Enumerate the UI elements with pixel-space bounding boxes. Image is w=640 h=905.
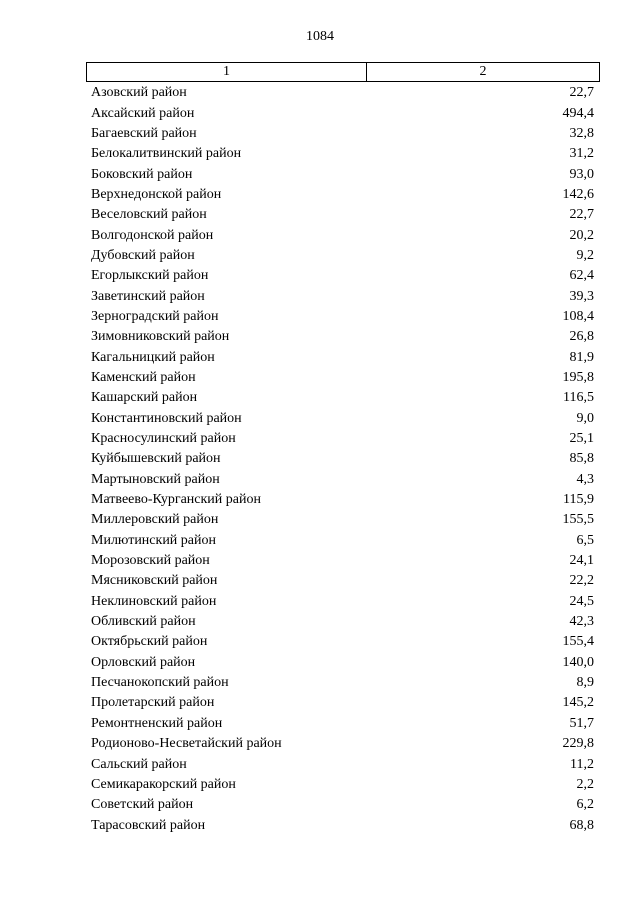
district-name: Кашарский район bbox=[91, 390, 198, 406]
district-name: Зерноградский район bbox=[91, 308, 219, 324]
district-value: 155,5 bbox=[562, 512, 594, 528]
table-row bbox=[91, 368, 594, 388]
district-value: 24,1 bbox=[569, 553, 594, 569]
table-row bbox=[91, 185, 594, 205]
district-name: Заветинский район bbox=[91, 288, 205, 304]
district-value: 68,8 bbox=[569, 817, 594, 833]
table-row bbox=[91, 754, 594, 774]
table-row bbox=[91, 409, 594, 429]
district-value: 4,3 bbox=[576, 471, 594, 487]
district-name: Куйбышевский район bbox=[91, 451, 221, 467]
district-value: 25,1 bbox=[569, 431, 594, 447]
district-value: 85,8 bbox=[569, 451, 594, 467]
table-row bbox=[91, 266, 594, 286]
district-value: 6,5 bbox=[576, 532, 594, 548]
district-value: 145,2 bbox=[562, 695, 594, 711]
district-value: 9,2 bbox=[576, 247, 594, 263]
table-row bbox=[91, 551, 594, 571]
district-value: 81,9 bbox=[569, 349, 594, 365]
district-value: 195,8 bbox=[562, 369, 594, 385]
district-name: Багаевский район bbox=[91, 125, 197, 141]
district-value: 140,0 bbox=[562, 654, 594, 670]
table-row bbox=[91, 164, 594, 184]
district-name: Константиновский район bbox=[91, 410, 242, 426]
district-name: Тарасовский район bbox=[91, 817, 206, 833]
table-body bbox=[91, 83, 594, 836]
table-row bbox=[91, 144, 594, 164]
table-row bbox=[91, 103, 594, 123]
district-name: Орловский район bbox=[91, 654, 196, 670]
district-value: 142,6 bbox=[562, 186, 594, 202]
district-value: 8,9 bbox=[576, 675, 594, 691]
table-row bbox=[91, 673, 594, 693]
table-row bbox=[91, 449, 594, 469]
column-header-1: 1 bbox=[87, 63, 367, 81]
table-row bbox=[91, 225, 594, 245]
district-name: Обливский район bbox=[91, 614, 196, 630]
district-value: 22,7 bbox=[569, 207, 594, 223]
district-value: 20,2 bbox=[569, 227, 594, 243]
table-row bbox=[91, 205, 594, 225]
table-row bbox=[91, 693, 594, 713]
table-row bbox=[91, 714, 594, 734]
district-name: Красносулинский район bbox=[91, 431, 236, 447]
district-value: 51,7 bbox=[569, 715, 594, 731]
district-name: Пролетарский район bbox=[91, 695, 215, 711]
table-row bbox=[91, 592, 594, 612]
district-name: Неклиновский район bbox=[91, 593, 217, 609]
table-row bbox=[91, 510, 594, 530]
district-value: 2,2 bbox=[576, 776, 594, 792]
district-value: 116,5 bbox=[563, 390, 594, 406]
district-name: Советский район bbox=[91, 797, 194, 813]
district-value: 42,3 bbox=[569, 614, 594, 630]
district-name: Матвеево-Курганский район bbox=[91, 492, 261, 508]
district-value: 9,0 bbox=[576, 410, 594, 426]
table-row bbox=[91, 632, 594, 652]
district-name: Каменский район bbox=[91, 369, 196, 385]
table-row bbox=[91, 734, 594, 754]
district-value: 22,7 bbox=[569, 85, 594, 101]
district-name: Мартыновский район bbox=[91, 471, 220, 487]
table-row bbox=[91, 775, 594, 795]
district-value: 229,8 bbox=[562, 736, 594, 752]
table-row bbox=[91, 429, 594, 449]
column-header-2: 2 bbox=[479, 64, 487, 79]
table-row bbox=[91, 307, 594, 327]
table-row bbox=[91, 490, 594, 510]
district-name: Белокалитвинский район bbox=[91, 146, 242, 162]
district-name: Веселовский район bbox=[91, 207, 207, 223]
district-name: Мясниковский район bbox=[91, 573, 218, 589]
table-row bbox=[91, 327, 594, 347]
district-value: 31,2 bbox=[569, 146, 594, 162]
table-row bbox=[91, 470, 594, 490]
district-name: Родионово-Несветайский район bbox=[91, 736, 282, 752]
district-value: 26,8 bbox=[569, 329, 594, 345]
district-name: Миллеровский район bbox=[91, 512, 219, 528]
district-value: 155,4 bbox=[562, 634, 594, 650]
table-row bbox=[91, 286, 594, 306]
table-row bbox=[91, 124, 594, 144]
district-name: Октябрьский район bbox=[91, 634, 208, 650]
district-name: Милютинский район bbox=[91, 532, 217, 548]
page-number: 1084 bbox=[306, 29, 334, 44]
district-name: Ремонтненский район bbox=[91, 715, 223, 731]
district-name: Морозовский район bbox=[91, 553, 210, 569]
table-row bbox=[91, 347, 594, 367]
district-name: Азовский район bbox=[91, 85, 187, 101]
district-value: 108,4 bbox=[562, 308, 594, 324]
district-name: Волгодонской район bbox=[91, 227, 214, 243]
district-name: Дубовский район bbox=[91, 247, 195, 263]
table-row bbox=[91, 653, 594, 673]
table-header bbox=[86, 62, 600, 82]
table-row bbox=[91, 246, 594, 266]
district-name: Верхнедонской район bbox=[91, 186, 222, 202]
district-name: Песчанокопский район bbox=[91, 675, 229, 691]
district-value: 24,5 bbox=[569, 593, 594, 609]
district-value: 93,0 bbox=[569, 166, 594, 182]
table-row bbox=[91, 795, 594, 815]
table-row bbox=[91, 571, 594, 591]
district-value: 11,2 bbox=[570, 756, 594, 772]
district-name: Зимовниковский район bbox=[91, 329, 230, 345]
table-row bbox=[91, 815, 594, 835]
district-value: 115,9 bbox=[563, 492, 594, 508]
district-name: Сальский район bbox=[91, 756, 187, 772]
district-name: Кагальницкий район bbox=[91, 349, 215, 365]
district-name: Аксайский район bbox=[91, 105, 195, 121]
district-value: 32,8 bbox=[569, 125, 594, 141]
district-value: 39,3 bbox=[569, 288, 594, 304]
district-value: 6,2 bbox=[576, 797, 594, 813]
table-row bbox=[91, 531, 594, 551]
table-row bbox=[91, 612, 594, 632]
district-name: Семикаракорский район bbox=[91, 776, 236, 792]
district-value: 62,4 bbox=[569, 268, 594, 284]
table-row bbox=[91, 83, 594, 103]
table-row bbox=[91, 388, 594, 408]
district-value: 494,4 bbox=[562, 105, 594, 121]
district-name: Боковский район bbox=[91, 166, 193, 182]
district-value: 22,2 bbox=[569, 573, 594, 589]
district-name: Егорлыкский район bbox=[91, 268, 209, 284]
